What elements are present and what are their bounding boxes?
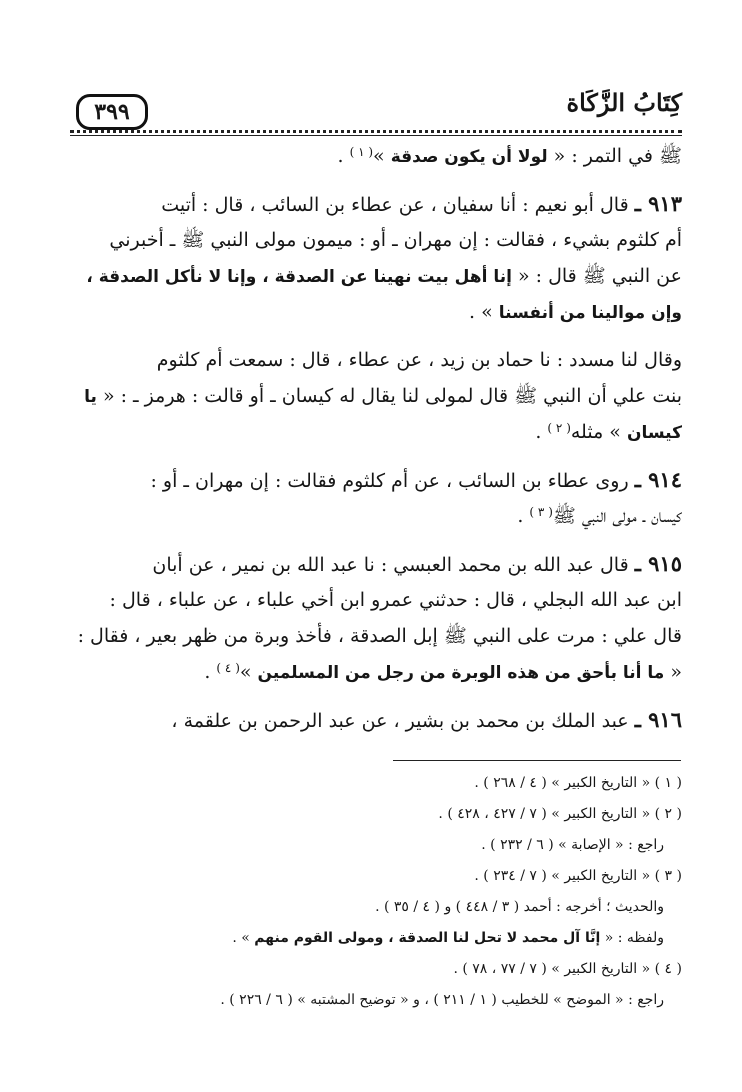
text-segment: » . <box>232 930 255 946</box>
bold-text: كيسان <box>626 423 682 443</box>
footnote-ref: ( ٢ ) <box>547 421 571 435</box>
paragraph-gap <box>74 690 682 702</box>
footnote-line <box>74 954 682 985</box>
footnote-line <box>74 799 682 830</box>
text-segment: . <box>337 145 350 167</box>
text-segment: كيسان ـ مولى النبي ﷺ <box>552 505 682 527</box>
text-segment: » <box>239 661 258 683</box>
text-segment: ( ٤ ) « التاريخ الكبير » ( ٧ / ٧٧ ، ٧٨ ) . <box>453 961 682 977</box>
text-segment: راجع : « الموضح » للخطيب ( ١ / ٢١١ ) ، و « توضيح المشتبه » ( ٦ / ٢٢٦ ) . <box>220 992 664 1008</box>
text-line <box>74 582 682 618</box>
text-segment: ( ٣ ) « التاريخ الكبير » ( ٧ / ٢٣٤ ) . <box>474 868 682 884</box>
text-segment: بنت علي أن النبي ﷺ قال لمولى لنا يقال له كيسان ـ أو قالت : هرمز ـ : « <box>96 385 682 407</box>
footnote-separator <box>393 760 681 761</box>
text-line <box>74 618 682 654</box>
footnote-line <box>74 985 682 1016</box>
page-header <box>70 86 682 136</box>
paragraph-gap <box>74 534 682 546</box>
text-segment: قال علي : مرت على النبي ﷺ إبل الصدقة ، فأخذ وبرة من ظهر بعير ، فقال : <box>77 625 682 647</box>
footnote-line <box>74 923 682 954</box>
footnotes <box>74 768 682 1016</box>
text-segment: ولفظه : « <box>600 930 664 946</box>
bold-text: إنَّا آل محمد لا تحل لنا الصدقة ، ومولى القوم منهم <box>254 930 601 946</box>
text-line <box>74 378 682 414</box>
page-number: ٣٩٩ <box>76 94 148 130</box>
footnote-ref: ( ٣ ) <box>529 505 553 519</box>
paragraph-gap <box>74 330 682 342</box>
paragraph-gap <box>74 174 682 186</box>
text-line <box>74 138 682 174</box>
hadith-number: ٩١٣ ـ <box>634 191 682 216</box>
bold-text: لولا أن يكون صدقة <box>390 147 548 167</box>
text-segment: قال أبو نعيم : أنا سفيان ، عن عطاء بن السائب ، قال : أتيت <box>161 194 635 216</box>
text-line <box>74 546 682 582</box>
text-segment: . <box>535 421 548 443</box>
book-title: كِتَابُ الزَّكَاة <box>566 88 682 117</box>
text-segment: » مثله <box>570 421 627 443</box>
text-line <box>74 414 682 450</box>
bold-text: وإن موالينا من أنفسنا <box>498 303 682 323</box>
footnote-line <box>74 768 682 799</box>
text-segment: » . <box>469 301 499 323</box>
text-segment: ابن عبد الله البجلي ، قال : حدثني عمرو ابن أخي علباء ، عن علباء ، قال : <box>109 589 682 611</box>
bold-text: ما أنا بأحق من هذه الوبرة من رجل من المسلمين <box>257 663 665 683</box>
text-segment: روى عطاء بن السائب ، عن أم كلثوم فقالت : إن مهران ـ أو : <box>150 470 635 492</box>
text-segment: قال عبد الله بن محمد العبسي : نا عبد الله بن نمير ، عن أبان <box>152 554 635 576</box>
text-segment: » <box>373 145 391 167</box>
text-segment: وقال لنا مسدد : نا حماد بن زيد ، عن عطاء ، قال : سمعت أم كلثوم <box>156 349 682 371</box>
text-line <box>74 258 682 294</box>
header-dotted-rule <box>70 130 682 133</box>
bold-text: يا <box>84 387 97 407</box>
text-line <box>74 654 682 690</box>
text-segment: ( ١ ) « التاريخ الكبير » ( ٤ / ٢٦٨ ) . <box>474 775 682 791</box>
text-line <box>74 498 682 534</box>
text-line <box>74 222 682 258</box>
text-line <box>74 186 682 222</box>
text-segment: . <box>517 505 530 527</box>
hadith-number: ٩١٤ ـ <box>634 467 682 492</box>
hadith-number: ٩١٦ ـ <box>634 707 682 732</box>
text-segment: عن النبي ﷺ قال : « <box>511 265 682 287</box>
footnote-ref: ( ٤ ) <box>216 661 240 675</box>
bold-text: إنا أهل بيت نهينا عن الصدقة ، وإنا لا نأكل الصدقة ، <box>86 267 512 287</box>
text-segment: والحديث ؛ أخرجه : أحمد ( ٣ / ٤٤٨ ) و ( ٤ / ٣٥ ) . <box>375 899 664 915</box>
text-segment: « <box>664 661 682 683</box>
footnote-line <box>74 892 682 923</box>
text-line <box>74 294 682 330</box>
main-text <box>74 138 682 738</box>
text-line <box>74 702 682 738</box>
text-segment: عبد الملك بن محمد بن بشير ، عن عبد الرحمن بن علقمة ، <box>171 710 635 732</box>
footnote-ref: ( ١ ) <box>349 145 374 159</box>
text-segment: ( ٢ ) « التاريخ الكبير » ( ٧ / ٤٢٧ ، ٤٢٨ ) . <box>438 806 682 822</box>
footnote-line <box>74 830 682 861</box>
text-segment: . <box>204 661 217 683</box>
text-segment: ﷺ في التمر : « <box>547 145 682 167</box>
header-rule <box>70 135 682 136</box>
hadith-number: ٩١٥ ـ <box>634 551 682 576</box>
footnote-line <box>74 861 682 892</box>
text-line <box>74 462 682 498</box>
text-segment: راجع : « الإصابة » ( ٦ / ٢٣٢ ) . <box>481 837 664 853</box>
text-segment: أم كلثوم بشيء ، فقالت : إن مهران ـ أو : ميمون مولى النبي ﷺ ـ أخبرني <box>109 229 682 251</box>
paragraph-gap <box>74 450 682 462</box>
text-line <box>74 342 682 378</box>
